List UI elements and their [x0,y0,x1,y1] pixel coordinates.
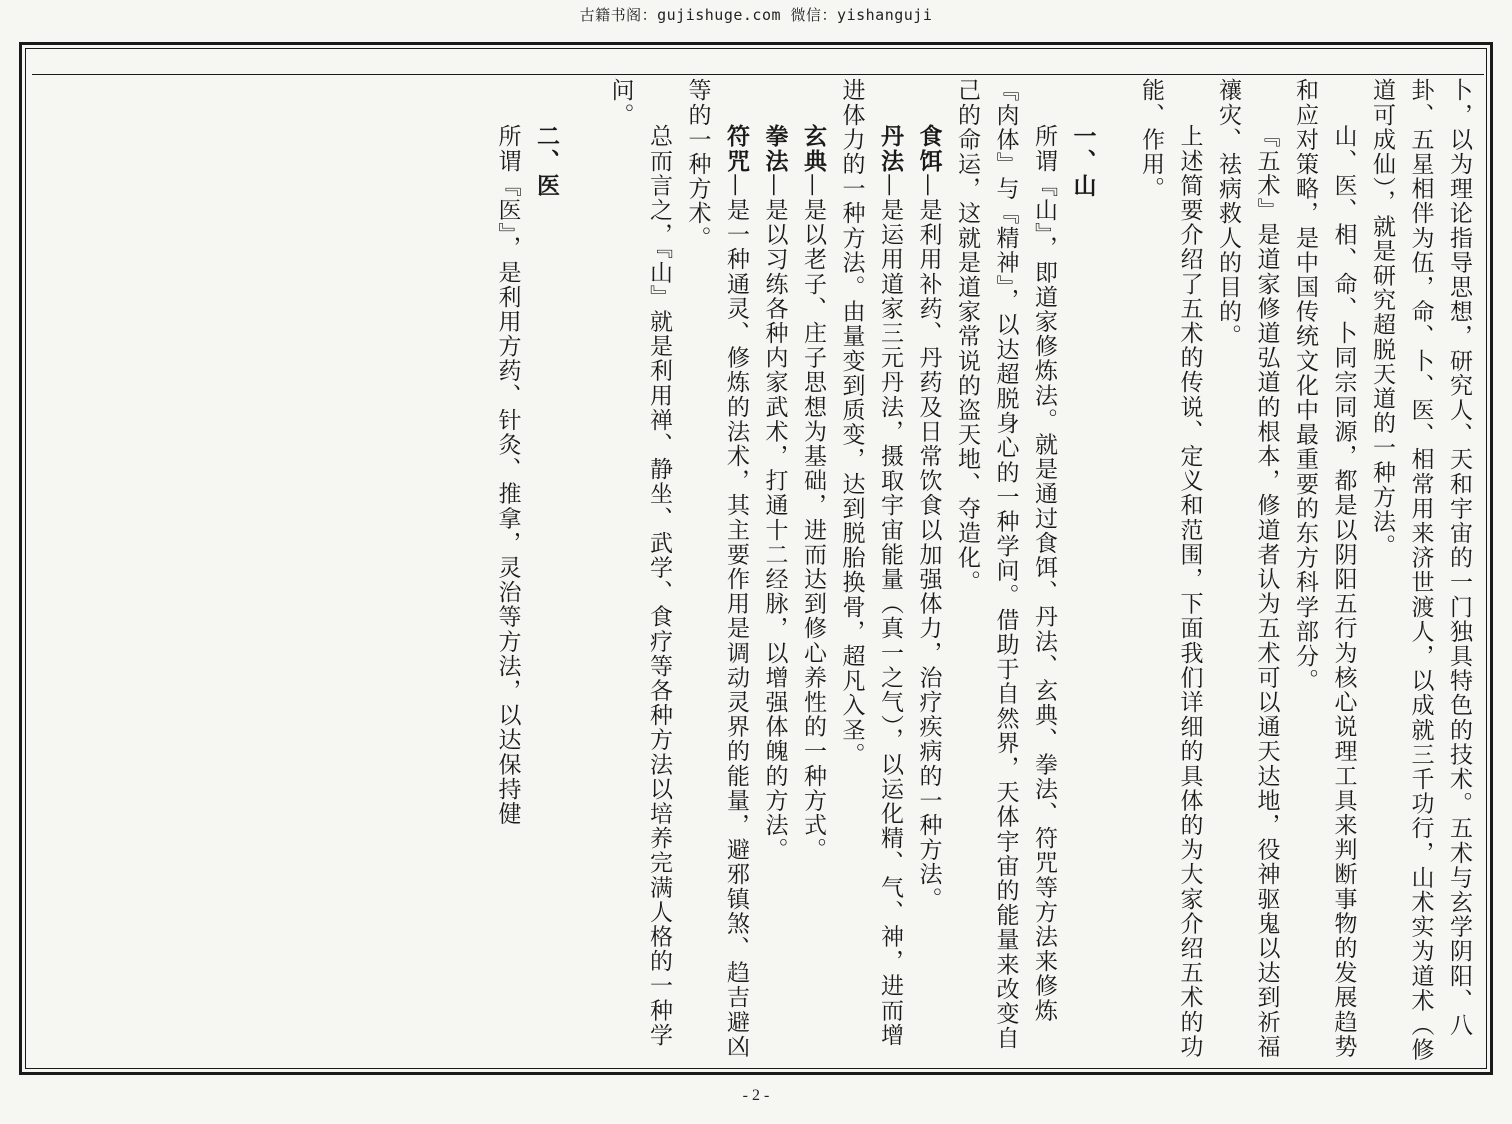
term-text-talisman: —是一种通灵、修炼的法术，其主要作用是调动灵界的能量，避邪镇煞、趋吉避凶等的一种方术。 [684,78,749,1059]
vertical-text-body [36,78,1482,1068]
paragraph-continuation: 卜，以为理论指导思想，研究人、天和宇宙的一门独具特色的技术。五术与玄学阴阳、八卦、五星相伴为伍，命、卜、医、相常用来济世渡人，以成就三千功行，山术实为道术（修道可成仙），就是研究超脱天道的一种方法。 [1369,78,1472,1062]
term-text-diet: —是利用补药、丹药及日常饮食以加强体力，治疗疾病的一种方法。 [915,173,942,912]
term-entry-talisman [678,78,755,1068]
term-entry-classics [794,78,833,1068]
paragraph-common-origin: 山、医、相、命、卜同宗同源，都是以阴阳五行为核心说理工具来判断事物的发展趋势和应对策略，是中国传统文化中最重要的东方科学部分。 [1292,78,1357,1059]
section-heading-mountain: 一、山 [1069,124,1096,198]
term-entry-boxing [755,78,794,1068]
term-label-classics: 玄典 [800,124,826,174]
term-text-alchemy: —是运用道家三元丹法，摄取宇宙能量（真一之气），以运化精、气、神，进而增进体力的一种方法。由量变到质变，达到脱胎换骨，超凡入圣。 [838,78,903,1048]
term-text-classics: —是以老子、庄子思想为基础，进而达到修心养性的一种方式。 [800,173,826,863]
term-label-alchemy: 丹法 [877,124,903,174]
term-label-boxing: 拳法 [761,124,788,174]
paragraph-mountain-definition: 所谓『山』，即道家修炼法。就是通过食饵、丹法、玄典、拳法、符咒等方法来修炼『肉体』与『精神』，以达超脱身心的一种学问。借助于自然界，天体宇宙的能量来改变自己的命运，这就是道家常说的盗天地、夺造化。 [954,78,1057,1051]
term-entry-alchemy [832,78,909,1068]
paragraph-summary: 上述简要介绍了五术的传说、定义和范围，下面我们详细的具体的为大家介绍五术的功能、作用。 [1138,78,1203,1059]
term-text-boxing: —是以习练各种内家武术，打通十二经脉，以增强体魄的方法。 [761,173,788,863]
paragraph-five-arts-root: 『五术』是道家修道弘道的根本，修道者认为五术可以通天达地，役神驱鬼以达到祈福禳灾、祛病救人的目的。 [1215,78,1280,1059]
page-number: - 2 - [742,1087,770,1104]
term-entry-diet [909,78,948,1068]
paragraph-medicine-definition: 所谓『医』，是利用方药、针灸、推拿，灵治等方法，以达保持健 [494,124,521,826]
term-label-diet: 食饵 [915,124,942,174]
term-label-talisman: 符咒 [723,124,749,174]
paragraph-mountain-conclusion: 总而言之，『山』就是利用禅、静坐、武学、食疗等各种方法以培养完满人格的一种学问。 [607,78,672,1048]
site-watermark-header: 古籍书阁：gujishuge.com 微信：yishanguji [579,6,933,24]
section-heading-medicine: 二、医 [533,124,559,198]
top-rule-line [32,74,1484,75]
